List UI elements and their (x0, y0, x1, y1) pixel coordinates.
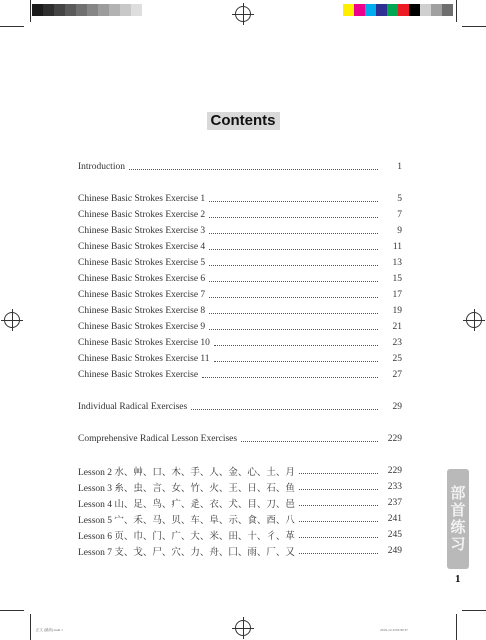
toc-entry (78, 240, 402, 254)
page-title: Contents (207, 112, 280, 130)
toc-entry (78, 480, 402, 494)
dot-leader (299, 521, 378, 522)
dot-leader (209, 217, 378, 218)
toc-entry-page: 21 (392, 322, 402, 332)
toc-entry (78, 256, 402, 270)
toc-entry-page: 9 (397, 226, 402, 236)
toc-entry (78, 272, 402, 286)
gray-swatch (32, 4, 43, 16)
gray-swatch (120, 4, 131, 16)
color-swatch (431, 4, 442, 16)
toc-entry (78, 496, 402, 510)
color-swatch (409, 4, 420, 16)
toc-entry (78, 528, 402, 542)
registration-mark-top (235, 6, 251, 22)
color-swatch (442, 4, 453, 16)
toc-entry (78, 352, 402, 366)
color-swatch (387, 4, 398, 16)
crop-mark-top-right-h (462, 26, 486, 27)
gray-swatch (87, 4, 98, 16)
dot-leader (214, 345, 378, 346)
toc-entry-label: Individual Radical Exercises (78, 402, 188, 412)
toc-entry (78, 288, 402, 302)
toc-entry-label: Chinese Basic Strokes Exercise 10 (78, 338, 210, 348)
toc-entry-label: Lesson 2 水、艸、口、木、手、人、金、心、土、月 (78, 468, 295, 478)
toc-entry-label: Introduction (78, 162, 125, 172)
dot-leader (129, 169, 378, 170)
toc-entry-label: Chinese Basic Strokes Exercise 1 (78, 194, 206, 204)
dot-leader (209, 313, 378, 314)
contents-title-wrap (0, 112, 486, 130)
toc-entry (78, 400, 402, 414)
crop-mark-bottom-left-h (0, 610, 24, 611)
toc-entry-label: Chinese Basic Strokes Exercise (78, 370, 199, 380)
toc-entry-page: 233 (387, 482, 402, 492)
toc-entry-page: 13 (392, 258, 402, 268)
toc-entry-page: 241 (387, 514, 402, 524)
toc-entry-label: Chinese Basic Strokes Exercise 8 (78, 306, 206, 316)
toc-entry-label: Lesson 5 宀、禾、马、贝、车、阜、示、食、酉、八 (78, 516, 295, 526)
dot-leader (209, 233, 378, 234)
gray-swatch (76, 4, 87, 16)
toc-entry-label: Lesson 6 页、巾、门、广、大、米、田、十、彳、革 (78, 532, 295, 542)
toc-entry (78, 432, 402, 446)
toc-entry (78, 464, 402, 478)
crop-mark-bottom-right-v (456, 614, 457, 640)
dot-leader (191, 409, 378, 410)
toc-entry-page: 19 (392, 306, 402, 316)
toc-entry-page: 5 (397, 194, 402, 204)
crop-mark-top-left-v (30, 0, 31, 22)
toc-entry-label: Chinese Basic Strokes Exercise 2 (78, 210, 206, 220)
dot-leader (299, 489, 378, 490)
color-swatch (420, 4, 431, 16)
toc-entry-label: Chinese Basic Strokes Exercise 9 (78, 322, 206, 332)
side-tab: 部首练习 (447, 469, 469, 569)
toc-entry (78, 208, 402, 222)
dot-leader (241, 441, 378, 442)
crop-mark-bottom-right-h (462, 610, 486, 611)
toc-entry-label: Lesson 3 糸、虫、言、女、竹、火、王、日、石、鱼 (78, 484, 295, 494)
color-swatch (376, 4, 387, 16)
dot-leader (209, 329, 378, 330)
gray-swatch (43, 4, 54, 16)
crop-mark-top-left-h (0, 26, 24, 27)
toc-entry (78, 336, 402, 350)
toc-entry (78, 512, 402, 526)
toc-entry-page: 17 (392, 290, 402, 300)
toc-entry-page: 229 (387, 434, 402, 444)
dot-leader (299, 553, 378, 554)
toc-entry-page: 7 (397, 210, 402, 220)
crop-mark-bottom-left-v (30, 614, 31, 640)
toc-entry-label: Lesson 4 山、足、鸟、疒、辵、衣、犬、目、刀、邑 (78, 500, 295, 510)
toc-entry-page: 25 (392, 354, 402, 364)
toc-entry-label: Chinese Basic Strokes Exercise 4 (78, 242, 206, 252)
toc-entry-page: 29 (392, 402, 402, 412)
toc-entry-page: 1 (397, 162, 402, 172)
gray-swatch (54, 4, 65, 16)
gray-swatch (98, 4, 109, 16)
gray-swatch (131, 4, 142, 16)
registration-mark-left (4, 312, 20, 328)
toc-entry-label: Chinese Basic Strokes Exercise 7 (78, 290, 206, 300)
color-swatch (365, 4, 376, 16)
toc-entry-page: 237 (387, 498, 402, 508)
toc-entry (78, 224, 402, 238)
color-swatch (398, 4, 409, 16)
toc-entry (78, 160, 402, 174)
registration-mark-bottom (235, 620, 251, 636)
page-number: 1 (455, 573, 461, 585)
dot-leader (202, 377, 378, 378)
toc-entry-page: 229 (387, 466, 402, 476)
dot-leader (209, 265, 378, 266)
toc-entry-label: Chinese Basic Strokes Exercise 3 (78, 226, 206, 236)
toc-entry-page: 11 (392, 242, 402, 252)
toc-entry-label: Chinese Basic Strokes Exercise 11 (78, 354, 210, 364)
dot-leader (209, 201, 378, 202)
toc-entry-label: Lesson 7 支、戈、尸、穴、力、舟、囗、雨、厂、又 (78, 548, 295, 558)
toc-entry-label: Chinese Basic Strokes Exercise 6 (78, 274, 206, 284)
dot-leader (209, 297, 378, 298)
toc-entry (78, 544, 402, 558)
toc-entry-page: 245 (387, 530, 402, 540)
gray-swatch (109, 4, 120, 16)
dot-leader (214, 361, 378, 362)
toc-entry-label: Chinese Basic Strokes Exercise 5 (78, 258, 206, 268)
toc-entry-page: 249 (387, 546, 402, 556)
toc-entry (78, 320, 402, 334)
toc-entry (78, 304, 402, 318)
color-swatch (343, 4, 354, 16)
gray-swatch (65, 4, 76, 16)
toc-entry (78, 192, 402, 206)
toc-entry-label: Comprehensive Radical Lesson Exercises (78, 434, 238, 444)
toc-entry-page: 27 (392, 370, 402, 380)
footer-timestamp: 2019-12-6 09:30:37 (380, 628, 408, 632)
dot-leader (299, 505, 378, 506)
dot-leader (299, 473, 378, 474)
toc-entry-page: 23 (392, 338, 402, 348)
footer-file-info: 正文 (最終).indd 1 (36, 628, 63, 632)
dot-leader (209, 281, 378, 282)
color-swatch (354, 4, 365, 16)
crop-mark-top-right-v (456, 0, 457, 22)
dot-leader (209, 249, 378, 250)
toc-entry (78, 368, 402, 382)
toc-entry-page: 15 (392, 274, 402, 284)
dot-leader (299, 537, 378, 538)
registration-mark-right (466, 312, 482, 328)
